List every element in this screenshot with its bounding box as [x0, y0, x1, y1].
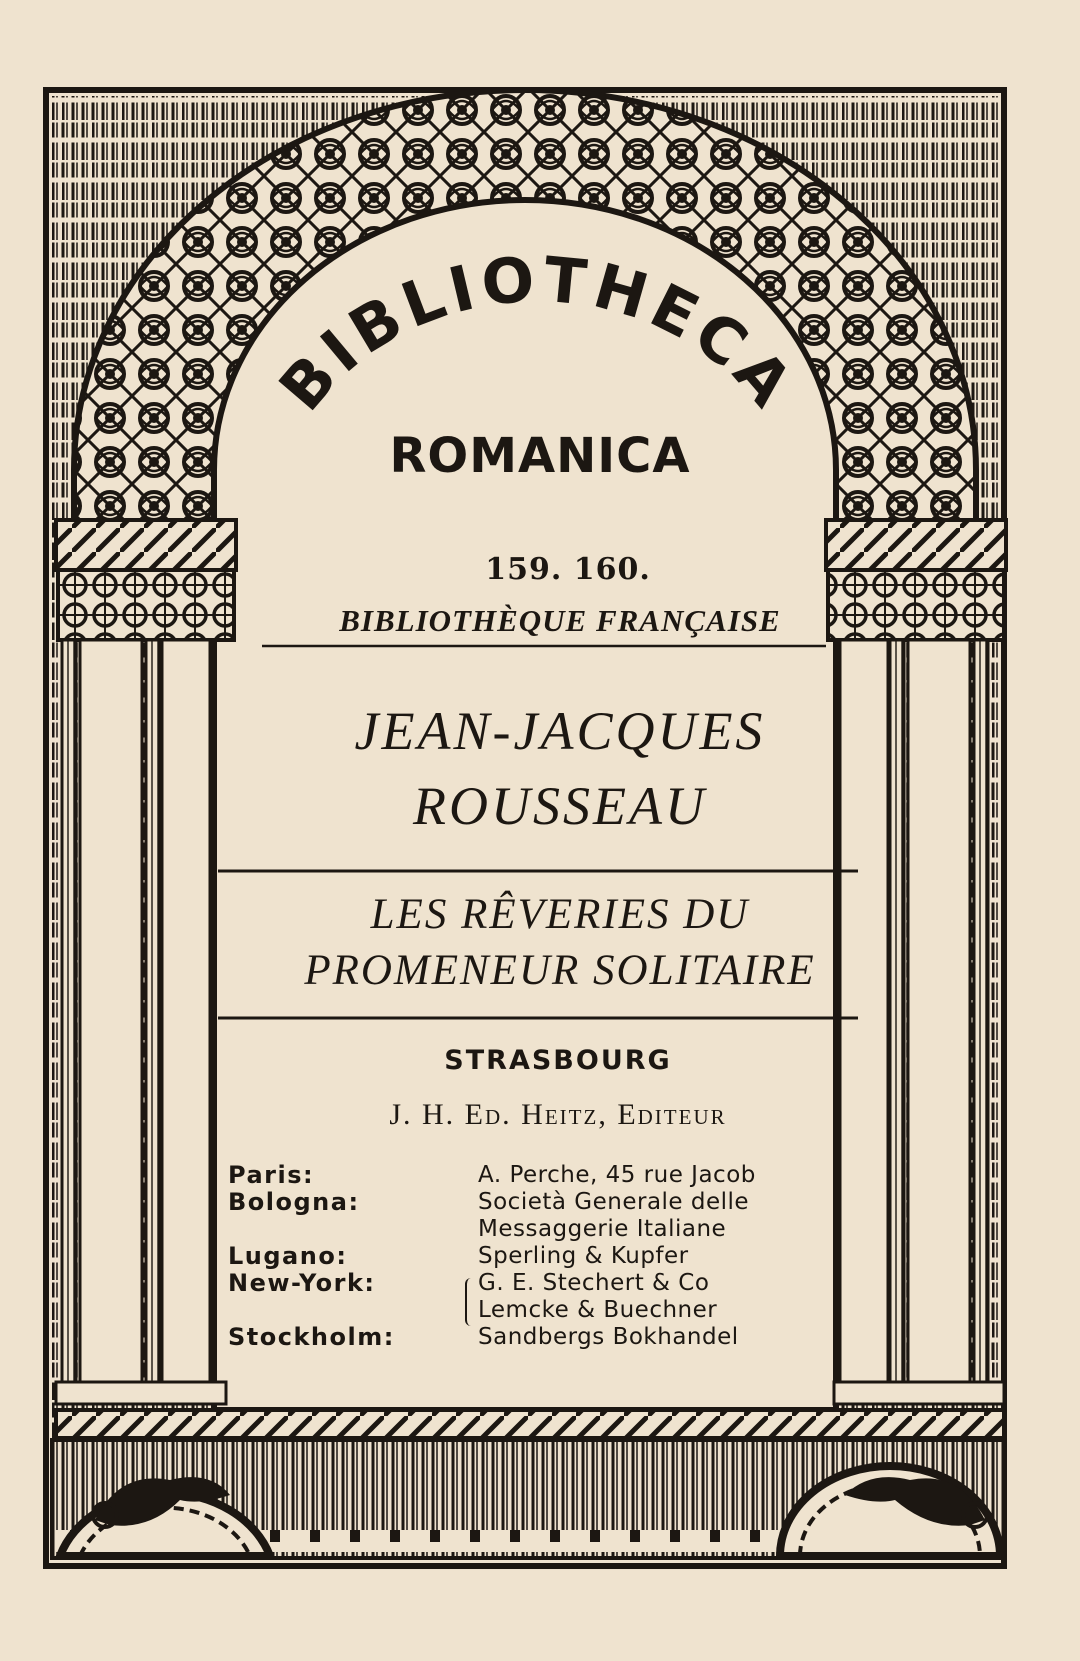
- agent-name: A. Perche, 45 rue Jacob: [478, 1162, 756, 1188]
- agent-city: Lugano:: [228, 1242, 348, 1270]
- agent-row: [228, 1270, 848, 1297]
- new-york-brace: [465, 1278, 475, 1326]
- book-title-line-2: PROMENEUR SOLITAIRE: [304, 947, 816, 994]
- agent-name: Sandbergs Bokhandel: [478, 1324, 739, 1350]
- agent-name: G. E. Stechert & Co: [478, 1270, 710, 1296]
- agent-city: [228, 1297, 478, 1324]
- volume-numbers: 159. 160.: [485, 552, 651, 587]
- agent-city: Paris:: [228, 1161, 315, 1189]
- imprint-city: STRASBOURG: [444, 1045, 672, 1076]
- collection-name: BIBLIOTHÈQUE FRANÇAISE: [339, 603, 781, 638]
- publisher-name: J. H. Ed. Heitz, Editeur: [389, 1098, 727, 1131]
- agent-name: Messaggerie Italiane: [478, 1216, 727, 1242]
- author-first-names: JEAN-JACQUES: [354, 701, 766, 761]
- agent-row: [228, 1243, 848, 1270]
- agent-name: Società Generale delle: [478, 1189, 750, 1215]
- agent-row: [228, 1189, 848, 1216]
- agent-city: New-York:: [228, 1269, 376, 1297]
- agent-city: Bologna:: [228, 1188, 360, 1216]
- agent-city: Stockholm:: [228, 1323, 395, 1351]
- agents-list: [228, 1162, 848, 1351]
- agent-city: [228, 1216, 478, 1243]
- agent-name: Lemcke & Buechner: [478, 1297, 718, 1323]
- agent-name: Sperling & Kupfer: [478, 1243, 689, 1269]
- agent-row: [228, 1297, 848, 1324]
- book-title-line-1: LES RÊVERIES DU: [370, 891, 750, 938]
- author-surname: ROUSSEAU: [413, 776, 707, 836]
- agent-row: [228, 1162, 848, 1189]
- arch-title: BIBLIOTHECA: [264, 242, 811, 425]
- subtitle-romanica: ROMANICA: [389, 428, 691, 484]
- agent-row: [228, 1216, 848, 1243]
- agent-row: [228, 1324, 848, 1351]
